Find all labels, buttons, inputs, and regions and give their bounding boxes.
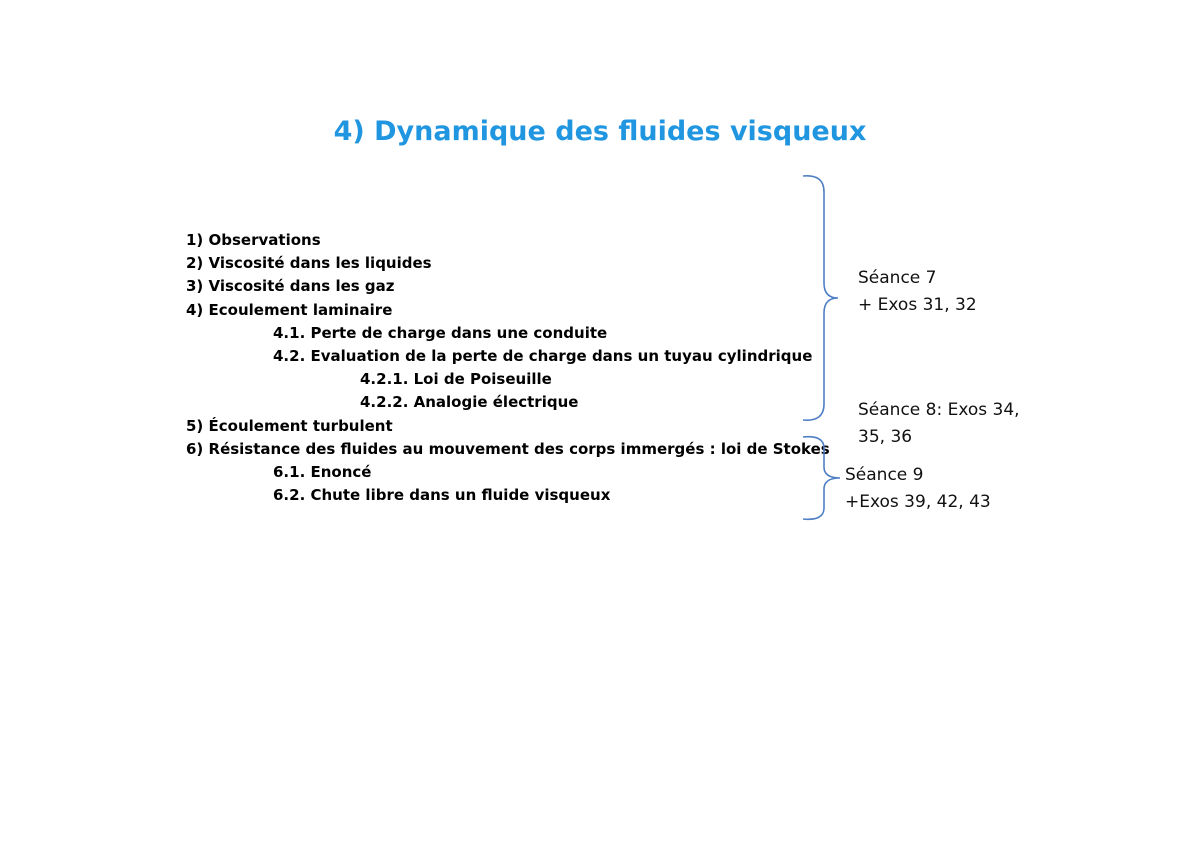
outline-item-loi-poiseuille: 4.2.1. Loi de Poiseuille [360, 370, 552, 389]
outline-item-chute-libre: 6.2. Chute libre dans un fluide visqueux [273, 486, 611, 505]
seance-7-label: Séance 7 [858, 268, 937, 288]
outline-item-viscosite-liquides: 2) Viscosité dans les liquides [186, 254, 432, 273]
outline-item-enonce: 6.1. Enoncé [273, 462, 372, 481]
seance-8-exos: 35, 36 [858, 427, 913, 447]
seance-8-label: Séance 8: Exos 34, [858, 400, 1020, 420]
outline-item-analogie-electrique: 4.2.2. Analogie électrique [360, 393, 579, 412]
seance-7-note [858, 265, 977, 319]
outline-item-viscosite-gaz: 3) Viscosité dans les gaz [186, 277, 395, 296]
seance-8-note [858, 397, 1020, 451]
outline-item-observations: 1) Observations [186, 231, 321, 249]
seance-7-exos: + Exos 31, 32 [858, 295, 977, 315]
brace-seance-7-8 [803, 176, 838, 420]
outline-item-resistance-fluides: 6) Résistance des fluides au mouvement des corps immergés : loi de Stokes [186, 439, 830, 458]
outline-item-perte-de-charge: 4.1. Perte de charge dans une conduite [273, 323, 608, 342]
seance-9-label: Séance 9 [845, 465, 924, 485]
outline-item-ecoulement-turbulent: 5) Écoulement turbulent [186, 416, 393, 435]
seance-9-exos: +Exos 39, 42, 43 [845, 492, 991, 512]
page-title: 4) Dynamique des fluides visqueux [333, 116, 867, 147]
outline-item-ecoulement-laminaire: 4) Ecoulement laminaire [186, 300, 393, 319]
brace-seance-9 [803, 437, 840, 520]
outline-item-evaluation-perte: 4.2. Evaluation de la perte de charge dans un tuyau cylindrique [273, 346, 813, 365]
seance-9-note [845, 462, 991, 516]
